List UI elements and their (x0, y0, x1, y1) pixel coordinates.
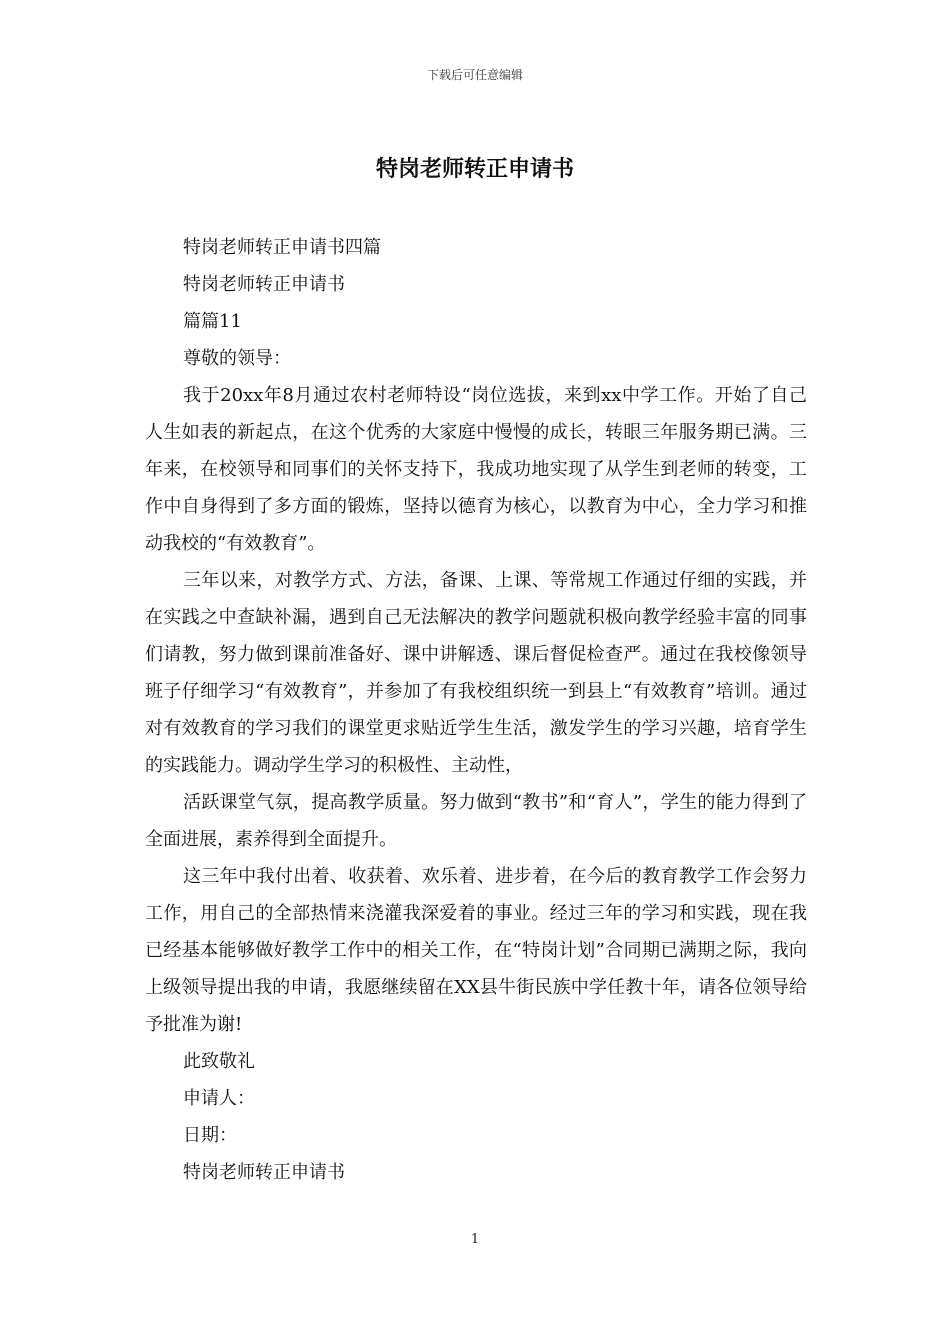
body-paragraph: 篇篇11 (183, 311, 242, 332)
header-note: 下载后可任意编辑 (426, 68, 523, 82)
document-body (145, 229, 807, 1191)
closing: 此致敬礼 (183, 1051, 255, 1072)
document-title: 特岗老师转正申请书 (375, 157, 574, 182)
body-paragraph: 特岗老师转正申请书 (183, 274, 345, 295)
salutation: 尊敬的领导： (183, 348, 291, 369)
body-paragraph: 活跃课堂气氛，提高教学质量。努力做到“教书”和“育人”，学生的能力得到了全面进展，素养得到全面提升。 (145, 792, 807, 850)
applicant-line: 申请人： (183, 1088, 255, 1109)
body-paragraph: 这三年中我付出着、收获着、欢乐着、进步着，在今后的教育教学工作会努力工作，用自己的全部热情来浇灌我深爱着的事业。经过三年的学习和实践，现在我已经基本能够做好教学工作中的相关工作，在“特岗计划”合同期已满期之际，我向上级领导提出我的申请，我愿继续留在XX县牛街民族中学任教十年，请各位领导给予批准为谢! (145, 866, 807, 1035)
body-paragraph: 特岗老师转正申请书四篇 (183, 237, 381, 258)
body-paragraph: 我于20xx年8月通过农村老师特设“岗位选拔，来到xx中学工作。开始了自己人生如表的新起点，在这个优秀的大家庭中慢慢的成长，转眼三年服务期已满。三年来，在校领导和同事们的关怀支持下，我成功地实现了从学生到老师的转变，工作中自身得到了多方面的锻炼，坚持以德育为核心，以教育为中心，全力学习和推动我校的“有效教育”。 (145, 385, 807, 554)
date-line: 日期： (183, 1125, 237, 1146)
page-number: 1 (470, 1232, 480, 1247)
next-section-title: 特岗老师转正申请书 (183, 1162, 345, 1183)
body-paragraph: 三年以来，对教学方式、方法，备课、上课、等常规工作通过仔细的实践，并在实践之中查缺补漏，遇到自己无法解决的教学问题就积极向教学经验丰富的同事们请教，努力做到课前准备好、课中讲解透、课后督促检查严。通过在我校像领导班子仔细学习“有效教育”，并参加了有我校组织统一到县上“有效教育”培训。通过对有效教育的学习我们的课堂更求贴近学生生活，激发学生的学习兴趣，培育学生的实践能力。调动学生学习的积极性、主动性， (145, 570, 807, 776)
